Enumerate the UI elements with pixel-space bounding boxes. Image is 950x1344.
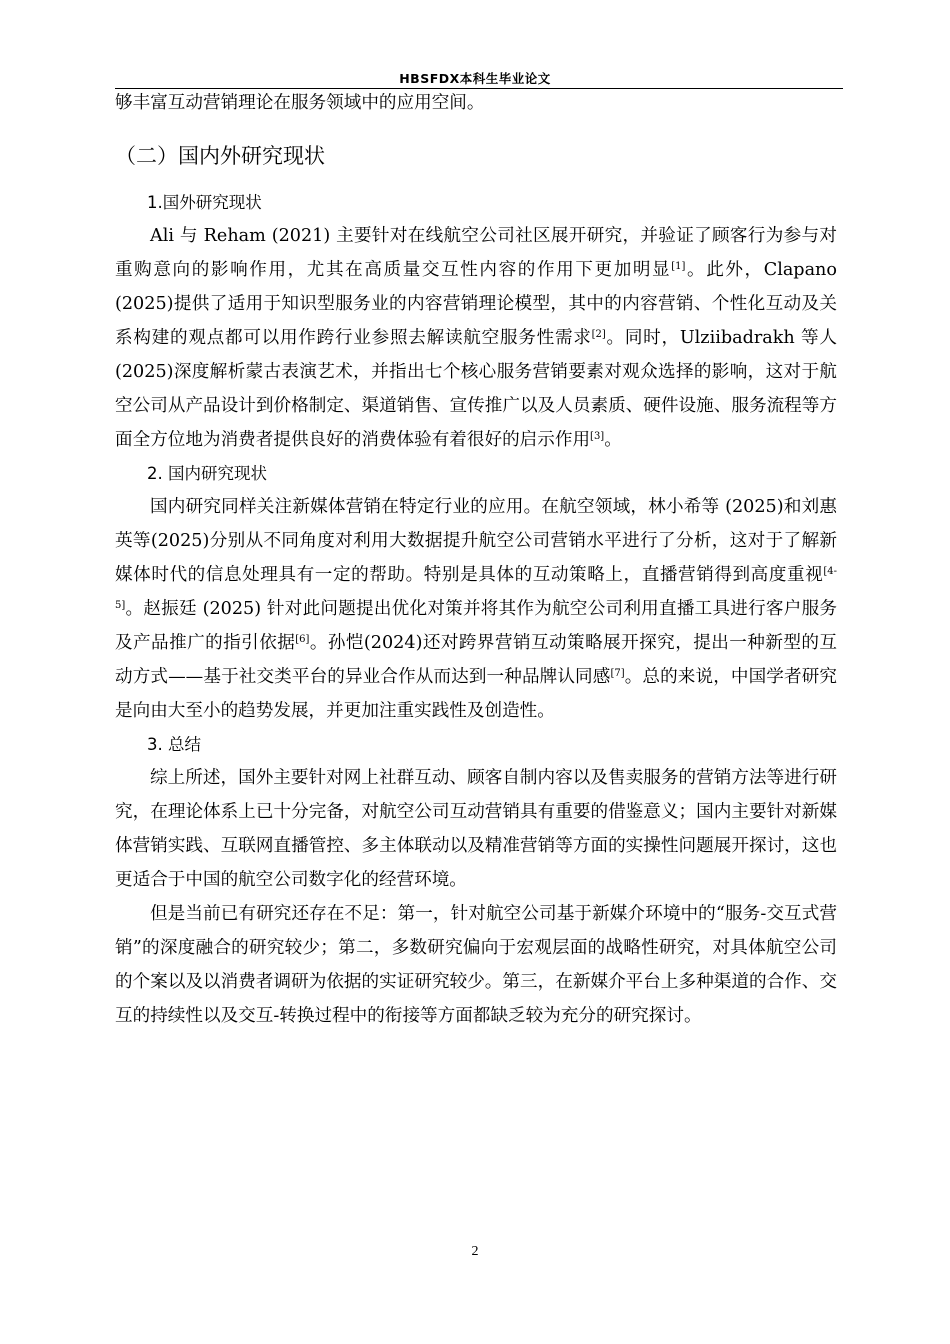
paragraph-shortcomings: 但是当前已有研究还存在不足：第一，针对航空公司基于新媒介环境中的“服务-交互式营销”的深度融合的研究较少；第二，多数研究偏向于宏观层面的战略性研究，对具体航空公司的个案以及以消费者调研为依据的实证研究较少。第三，在新媒介平台上多种渠道的合作、交互的持续性以及交互-转换过程中的衔接等方面都缺乏较为充分的研究探讨。 (115, 904, 837, 1026)
running-header-title: HBSFDX本科生毕业论文 (399, 71, 551, 86)
subsection-heading-foreign: 1.国外研究现状 (147, 193, 262, 212)
subsection-heading-summary: 3. 总结 (147, 735, 201, 754)
citation-ref: [4-5] (115, 566, 837, 611)
subsection-heading-domestic: 2. 国内研究现状 (147, 464, 267, 483)
text-run: 。 (604, 430, 622, 450)
paragraph-foreign-research (115, 219, 837, 457)
paragraph-summary: 综上所述，国外主要针对网上社群互动、顾客自制内容以及售卖服务的营销方法等进行研究，在理论体系上已十分完备，对航空公司互动营销具有重要的借鉴意义；国内主要针对新媒体营销实践、互联网直播管控、多主体联动以及精准营销等方面的实操性问题展开探讨，这也更适合于中国的航空公司数字化的经营环境。 (115, 768, 837, 890)
citation-ref: [7] (610, 668, 625, 679)
text-run: 。同时，Ulziibadrakh 等人 (2025)深度解析蒙古表演艺术，并指出七个核心服务营销要素对观众选择的影响，这对于航空公司从产品设计到价格制定、渠道销售、宣传推广以及人员素质、硬件设施、服务流程等方面全方位地为消费者提供良好的消费体验有着很好的启示作用 (115, 328, 837, 450)
text-run: 。孙恺(2024)还对跨界营销互动策略展开探究，提出一种新型的互动方式——基于社交类平台的异业合作从而达到一种品牌认同感 (115, 633, 837, 687)
citation-ref: [3] (590, 431, 605, 442)
paragraph-domestic-research (115, 490, 837, 728)
text-run: 。赵振廷 (2025) 针对此问题提出优化对策并将其作为航空公司利用直播工具进行客户服务及产品推广的指引依据 (115, 599, 837, 653)
text-run: Ali 与 Reham (2021) 主要针对在线航空公司社区展开研究，并验证了顾客行为参与对重购意向的影响作用，尤其在高质量交互性内容的作用下更加明显 (115, 226, 837, 280)
text-run: 。此外，Clapano (2025)提供了适用于知识型服务业的内容营销理论模型，其中的内容营销、个性化互动及关系构建的观点都可以用作跨行业参照去解读航空服务性需求 (115, 260, 837, 348)
citation-ref: [6] (295, 634, 310, 645)
citation-ref: [1] (671, 261, 686, 272)
section-heading: （二）国内外研究现状 (115, 144, 325, 168)
page-number: 2 (471, 1244, 479, 1259)
text-run: 。总的来说，中国学者研究是向由大至小的趋势发展，并更加注重实践性及创造性。 (115, 667, 837, 721)
document-body (115, 86, 837, 1033)
text-run: 国内研究同样关注新媒体营销在特定行业的应用。在航空领域，林小希等 (2025)和刘惠英等(2025)分别从不同角度对利用大数据提升航空公司营销水平进行了分析，这对于了解新媒体时代的信息处理具有一定的帮助。特别是具体的互动策略上，直播营销得到高度重视 (115, 497, 837, 585)
citation-ref: [2] (591, 329, 606, 340)
intro-paragraph-tail: 够丰富互动营销理论在服务领域中的应用空间。 (115, 93, 485, 113)
